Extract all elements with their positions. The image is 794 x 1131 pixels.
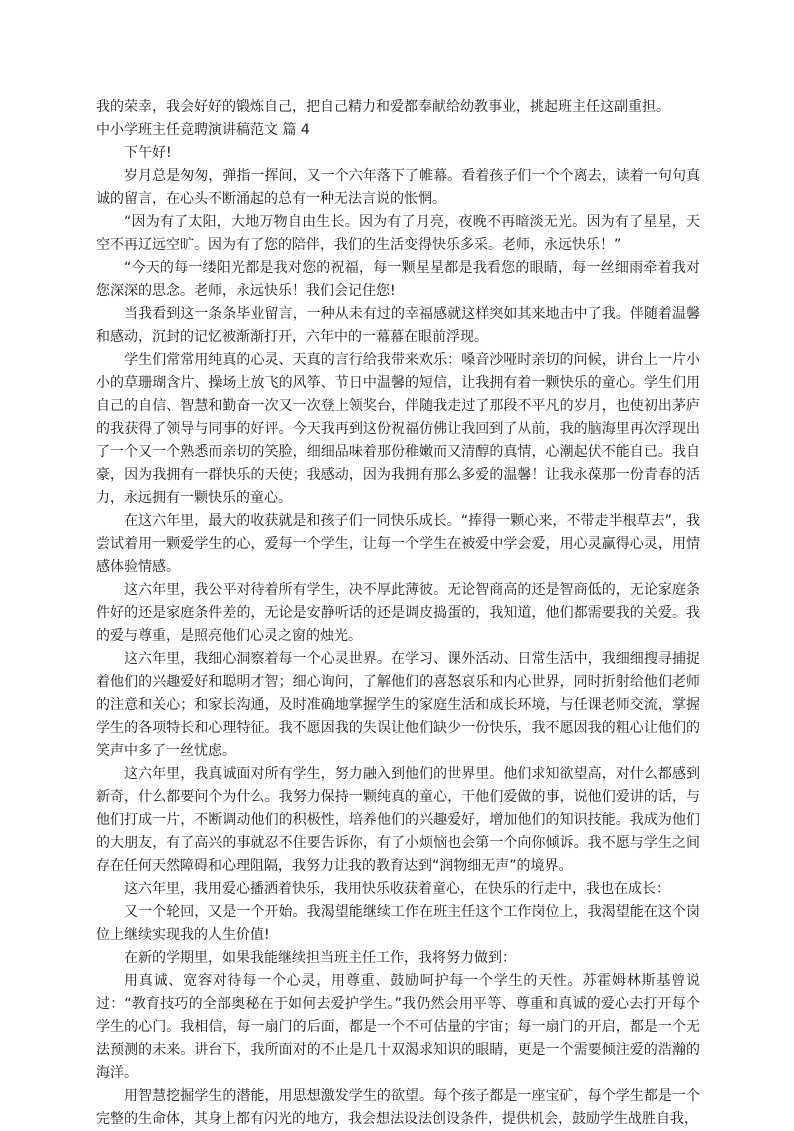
section-title: 中小学班主任竞聘演讲稿范文 篇 4: [96, 122, 310, 138]
paragraph: 用真诚、宽容对待每一个心灵，用尊重、鼓励呵护每一个学生的天性。苏霍姆林斯基曾说过：“教育技巧的全部奥秘在于如何去爱护学生。”我仍然会用平等、尊重和真诚的爱心去打开每个学生的心门。我相信，每一扇门的后面，都是一个不可估量的宇宙；每一扇门的开启，都是一个无法预测的未来。讲台下，我所面对的不止是几十双渴求知识的眼睛，更是一个需要倾注爱的浩瀚的海洋。: [96, 973, 700, 1081]
paragraph: 又一个轮回，又是一个开始。我渴望能继续工作在班主任这个工作岗位上，我渴望能在这个岗位上继续实现我的人生价值!: [96, 904, 700, 943]
paragraph: “因为有了太阳，大地万物自由生长。因为有了月亮，夜晚不再暗淡无光。因为有了星星，天空不再辽远空旷。因为有了您的陪伴，我们的生活变得快乐多采。老师，永远快乐！”: [96, 214, 700, 253]
document-page: [96, 96, 700, 1131]
opening-line: 我的荣幸，我会好好的锻炼自己，把自己精力和爱都奉献给幼教事业，挑起班主任这副重担。: [96, 99, 670, 115]
paragraph: 这六年里，我用爱心播洒着快乐，我用快乐收获着童心，在快乐的行走中，我也在成长：: [124, 881, 670, 897]
paragraph: 在这六年里，最大的收获就是和孩子们一同快乐成长。“捧得一颗心来，不带走半根草去”，我尝试着用一颗爱学生的心，爱每一个学生，让每一个学生在被爱中学会爱，用心灵赢得心灵，用情感体验情感。: [96, 513, 700, 575]
paragraph: 岁月总是匆匆，弹指一挥间，又一个六年落下了帷幕。看着孩子们一个个离去，读着一句句真诚的留言，在心头不断涌起的总有一种无法言说的怅惘。: [96, 168, 700, 207]
paragraph: 这六年里，我真诚面对所有学生，努力融入到他们的世界里。他们求知欲望高，对什么都感到新奇，什么都要问个为什么。我努力保持一颗纯真的童心，干他们爱做的事，说他们爱讲的话，与他们打成一片，不断调动他们的积极性，培养他们的兴趣爱好，增加他们的知识技能。我成为他们的大朋友，有了高兴的事就忍不住要告诉你，有了小烦恼也会第一个向你倾诉。我不愿与学生之间存在任何天然障碍和心理阻隔，我努力让我的教育达到“润物细无声”的境界。: [96, 766, 700, 874]
paragraph: 这六年里，我细心洞察着每一个心灵世界。在学习、课外活动、日常生活中，我细细搜寻捕捉着他们的兴趣爱好和聪明才智；细心询问，了解他们的喜怒哀乐和内心世界，同时折射给他们老师的注意和关心；和家长沟通，及时准确地掌握学生的家庭生活和成长环境，与任课老师交流，掌握学生的各项特长和心理特征。我不愿因我的失误让他们缺少一份快乐，我不愿因我的粗心让他们的笑声中多了一丝忧虑。: [96, 651, 700, 759]
paragraph: 这六年里，我公平对待着所有学生，决不厚此薄彼。无论智商高的还是智商低的，无论家庭条件好的还是家庭条件差的，无论是安静听话的还是调皮捣蛋的，我知道，他们都需要我的关爱。我的爱与尊重，是照亮他们心灵之窗的烛光。: [96, 582, 700, 644]
paragraph: 当我看到这一条条毕业留言，一种从未有过的幸福感就这样突如其来地击中了我。伴随着温馨和感动，沉封的记忆被渐渐打开，六年中的一幕幕在眼前浮现。: [96, 306, 700, 345]
paragraph: 学生们常常用纯真的心灵、天真的言行给我带来欢乐：嗓音沙哑时亲切的问候，讲台上一片小小的草珊瑚含片、操场上放飞的风筝、节日中温馨的短信，让我拥有着一颗快乐的童心。学生们用自己的自信、智慧和勤奋一次又一次登上领奖台，伴随我走过了那段不平凡的岁月，也使初出茅庐的我获得了领导与同事的好评。今天我再到这份祝福仿佛让我回到了从前，我的脑海里再次浮现出了一个又一个熟悉而亲切的笑脸，细细品味着那份稚嫩而又清醇的真情，心潮起伏不能自已。我自豪，因为我拥有一群快乐的天使；我感动，因为我拥有那么多爱的温馨！让我永葆那一份青春的活力，永远拥有一颗快乐的童心。: [96, 352, 700, 506]
paragraph: 在新的学期里，如果我能继续担当班主任工作，我将努力做到：: [124, 950, 516, 966]
paragraph: “今天的每一缕阳光都是我对您的祝福，每一颗星星都是我看您的眼睛，每一丝细雨牵着我对您深深的思念。老师，永远快乐！我们会记住您!: [96, 260, 700, 299]
paragraph: 用智慧挖掘学生的潜能，用思想激发学生的欲望。每个孩子都是一座宝矿，每个学生都是一个完整的生命体，其身上都有闪光的地方，我会想法设法创设条件，提供机会，鼓励学生战胜自我，: [96, 1088, 700, 1127]
paragraph: 下午好!: [124, 145, 172, 161]
